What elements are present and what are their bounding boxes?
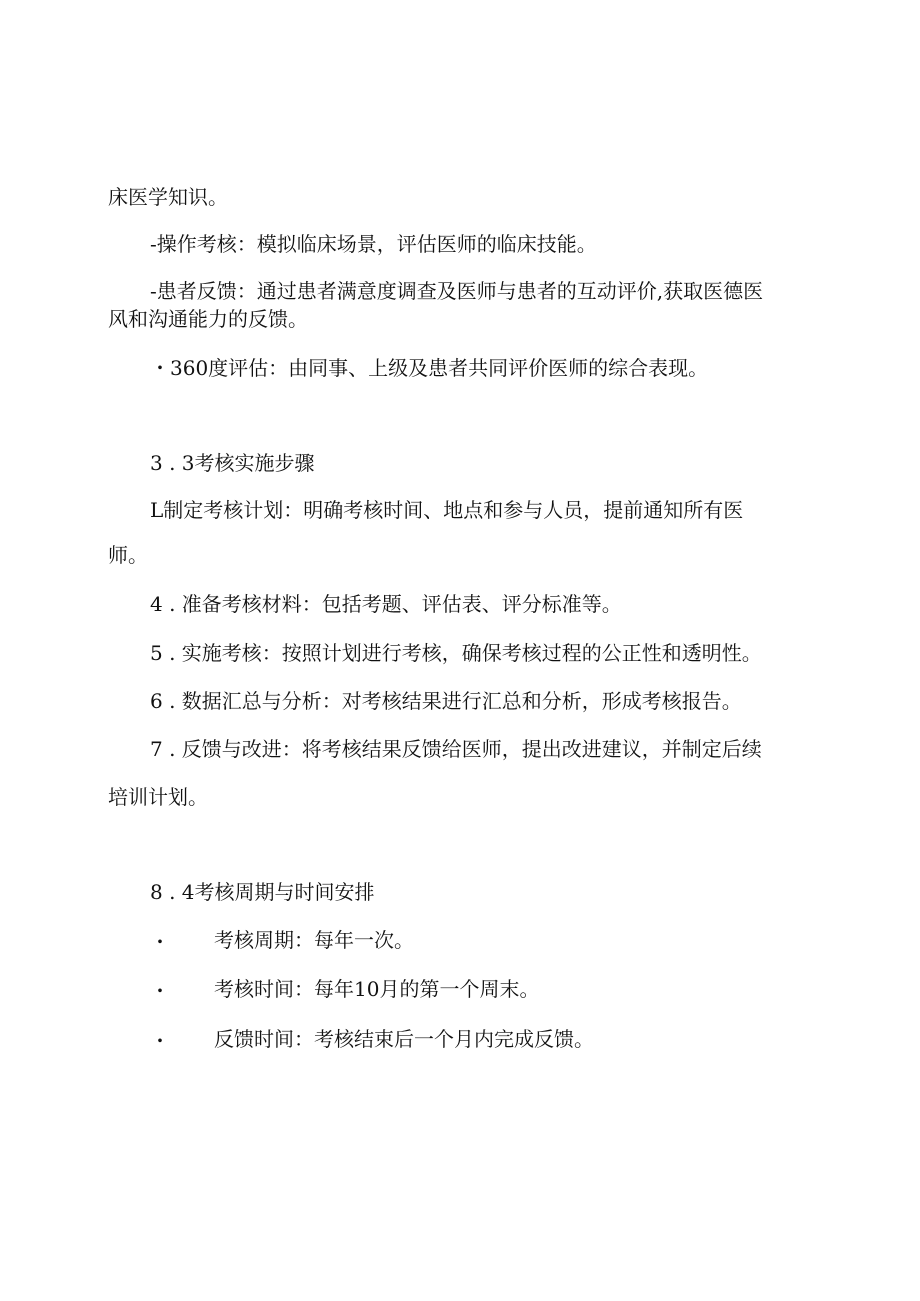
step-5: 5 . 实施考核：按照计划进行考核，确保考核过程的公正性和透明性。 [150,641,762,665]
bullet-mark: ・ [150,1029,170,1053]
step-1-line1: L制定考核计划：明确考核时间、地点和参与人员，提前通知所有医 [150,498,744,522]
step-4: 4 . 准备考核材料：包括考题、评估表、评分标准等。 [150,592,622,616]
bullet-item-cycle: 考核周期：每年一次。 [214,928,414,952]
step-6: 6 . 数据汇总与分析：对考核结果进行汇总和分析，形成考核报告。 [150,689,742,713]
step-1-line2: 师。 [108,543,148,567]
bullet-item-time: 考核时间：每年10月的第一个周末。 [214,977,540,1001]
section-heading-3-3: 3 . 3考核实施步骤 [150,451,315,475]
bullet-mark: ・ [150,930,170,954]
paragraph-clinical-knowledge-end: 床医学知识。 [108,185,228,209]
item-patient-feedback-line2: 风和沟通能力的反馈。 [108,307,308,331]
bullet-mark: ・ [150,979,170,1003]
bullet-item-feedback-time: 反馈时间：考核结束后一个月内完成反馈。 [214,1027,594,1051]
step-7-line1: 7 . 反馈与改进：将考核结果反馈给医师，提出改进建议，并制定后续 [150,737,762,761]
section-heading-3-4: 8 . 4考核周期与时间安排 [150,880,375,904]
item-360-evaluation: ・360度评估：由同事、上级及患者共同评价医师的综合表现。 [150,356,709,380]
item-operation-assessment: -操作考核：模拟临床场景，评估医师的临床技能。 [150,232,597,256]
item-patient-feedback-line1: -患者反馈：通过患者满意度调查及医师与患者的互动评价,获取医德医 [150,279,764,303]
step-7-line2: 培训计划。 [108,785,208,809]
